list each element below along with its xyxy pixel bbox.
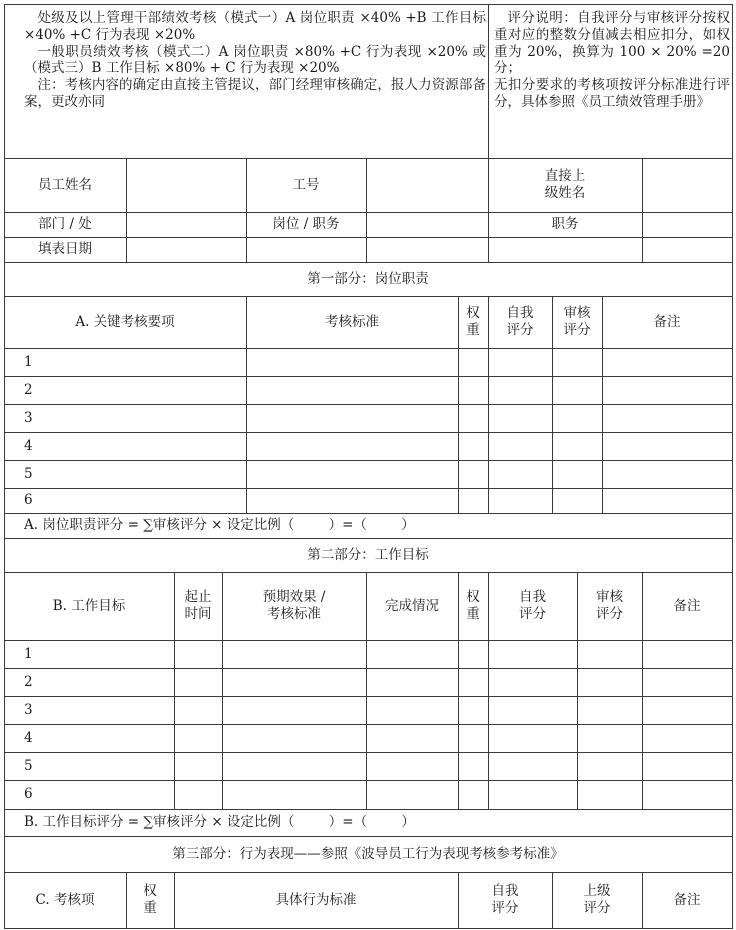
part1-self-score-header: 自我 评分 xyxy=(506,305,534,338)
grid-line xyxy=(4,404,733,405)
grid-line xyxy=(4,572,733,573)
grid-line xyxy=(246,158,247,262)
part3-heading: 第三部分：行为表现——参照《波导员工行为表现考核参考标准》 xyxy=(172,845,564,862)
fill-date-label: 填表日期 xyxy=(38,241,92,258)
part2-heading: 第二部分：工作目标 xyxy=(307,546,429,563)
part1-remarks-header: 备注 xyxy=(653,313,681,330)
part2-period-header: 起止 时间 xyxy=(184,589,212,622)
grid-line xyxy=(4,668,733,669)
employee-name-label: 员工姓名 xyxy=(38,176,92,193)
grid-line xyxy=(488,158,489,262)
part3-item-header: C. 考核项 xyxy=(35,891,95,908)
grid-line xyxy=(4,376,733,377)
part1-summary: A. 岗位职责评分 = ∑审核评分 × 设定比例（ ）=（ ） xyxy=(24,517,415,534)
title-field[interactable] xyxy=(642,212,732,237)
part3-weight-header: 权 重 xyxy=(143,883,157,916)
part3-supervisor-score-header: 上级 评分 xyxy=(583,883,611,916)
part1-key-items-header: A. 关键考核要项 xyxy=(75,313,175,330)
part1-heading: 第一部分：岗位职责 xyxy=(307,270,429,287)
part1-row-number: 6 xyxy=(24,492,33,509)
grid-line xyxy=(732,4,733,929)
grid-line xyxy=(488,296,489,513)
part1-row-number: 2 xyxy=(24,381,33,398)
supervisor-name-label: 直接上 级姓名 xyxy=(544,168,586,201)
grid-line xyxy=(4,4,733,5)
part2-row-number: 3 xyxy=(24,701,33,718)
grid-line xyxy=(4,872,733,873)
part1-row-number: 3 xyxy=(24,409,33,426)
supervisor-name-field[interactable] xyxy=(642,158,732,212)
part2-completion-header: 完成情况 xyxy=(385,597,439,614)
grid-line xyxy=(642,572,643,809)
intro-line-mode-one: 处级及以上管理干部绩效考核（模式一）A 岗位职责 ×40% +B 工作目标 ×40% +C 行为表现 ×20% xyxy=(24,10,486,43)
intro-line-note: 注：考核内容的确定由直接主管提议，部门经理审核确定，报人力资源部备案，更改亦同 xyxy=(24,77,486,110)
grid-line xyxy=(4,488,733,489)
fill-date-field[interactable] xyxy=(126,237,246,262)
part1-row-number: 1 xyxy=(24,353,33,370)
grid-line xyxy=(4,237,733,238)
part2-row-number: 6 xyxy=(24,786,33,803)
position-field[interactable] xyxy=(366,212,488,237)
part3-behavior-standard-header: 具体行为标准 xyxy=(275,891,357,908)
grid-line xyxy=(366,158,367,262)
grid-line xyxy=(246,296,247,513)
grid-line xyxy=(642,158,643,262)
grid-line xyxy=(577,572,578,809)
grid-line xyxy=(126,872,127,928)
department-label: 部门 / 处 xyxy=(38,216,92,233)
grid-line xyxy=(4,538,733,539)
part2-self-score-header: 自我 评分 xyxy=(519,589,546,622)
part2-remarks-header: 备注 xyxy=(673,597,701,614)
grid-line xyxy=(4,809,733,810)
grid-line xyxy=(174,872,175,928)
grid-line xyxy=(4,724,733,725)
grid-line xyxy=(458,296,459,513)
grid-line xyxy=(4,348,733,349)
grid-line xyxy=(4,696,733,697)
intro-right-text xyxy=(494,10,730,160)
part2-row-number: 5 xyxy=(24,757,33,774)
grid-line xyxy=(4,513,733,514)
grid-line xyxy=(4,158,733,159)
employee-name-field[interactable] xyxy=(126,158,246,212)
grid-line xyxy=(458,572,459,809)
part3-remarks-header: 备注 xyxy=(673,891,701,908)
grid-line xyxy=(4,460,733,461)
grid-line xyxy=(552,872,553,928)
scoring-explanation: 评分说明：自我评分与审核评分按权重对应的整数分值减去相应扣分，如权重为 20%，换算为 100 × 20% =20 分； xyxy=(494,10,730,77)
employee-id-field[interactable] xyxy=(366,158,488,212)
employee-id-label: 工号 xyxy=(292,176,320,193)
grid-line xyxy=(4,296,733,297)
grid-line xyxy=(222,572,223,809)
department-field[interactable] xyxy=(126,212,246,237)
grid-line xyxy=(366,572,367,809)
grid-line xyxy=(4,262,733,263)
position-label: 岗位 / 职务 xyxy=(272,216,340,233)
grid-line xyxy=(4,212,733,213)
grid-line xyxy=(552,296,553,513)
grid-line xyxy=(458,872,459,928)
grid-line xyxy=(126,158,127,262)
intro-left-text xyxy=(24,10,486,160)
grid-line xyxy=(4,4,5,929)
grid-line xyxy=(174,572,175,809)
grid-line xyxy=(488,572,489,809)
grid-line xyxy=(602,296,603,513)
part1-weight-header: 权 重 xyxy=(466,305,480,338)
grid-line xyxy=(4,780,733,781)
title-label: 职务 xyxy=(551,216,579,233)
part2-summary: B. 工作目标评分 = ∑审核评分 × 设定比例（ ）=（ ） xyxy=(24,814,415,831)
grid-line xyxy=(488,4,489,158)
part1-row-number: 5 xyxy=(24,465,33,482)
part2-weight-header: 权 重 xyxy=(466,589,480,622)
grid-line xyxy=(642,872,643,928)
grid-line xyxy=(4,752,733,753)
part1-row-number: 4 xyxy=(24,437,33,454)
part2-review-score-header: 审核 评分 xyxy=(596,589,623,622)
grid-line xyxy=(4,836,733,837)
grid-line xyxy=(4,928,733,929)
part2-row-number: 2 xyxy=(24,673,33,690)
grid-line xyxy=(4,640,733,641)
grid-line xyxy=(4,432,733,433)
part1-review-score-header: 审核 评分 xyxy=(563,305,591,338)
scoring-reference: 无扣分要求的考核项按评分标准进行评分，具体参照《员工绩效管理手册》 xyxy=(494,77,730,110)
part2-expected-header: 预期效果 / 考核标准 xyxy=(262,589,326,622)
part3-self-score-header: 自我 评分 xyxy=(491,883,519,916)
part2-row-number: 1 xyxy=(24,645,33,662)
part1-criteria-header: 考核标准 xyxy=(325,313,379,330)
part2-goals-header: B. 工作目标 xyxy=(52,597,126,614)
intro-line-mode-two-three: 一般职员绩效考核（模式二）A 岗位职责 ×80% +C 行为表现 ×20% 或（模式三）B 工作目标 ×80% + C 行为表现 ×20% xyxy=(24,43,486,77)
part2-row-number: 4 xyxy=(24,729,33,746)
